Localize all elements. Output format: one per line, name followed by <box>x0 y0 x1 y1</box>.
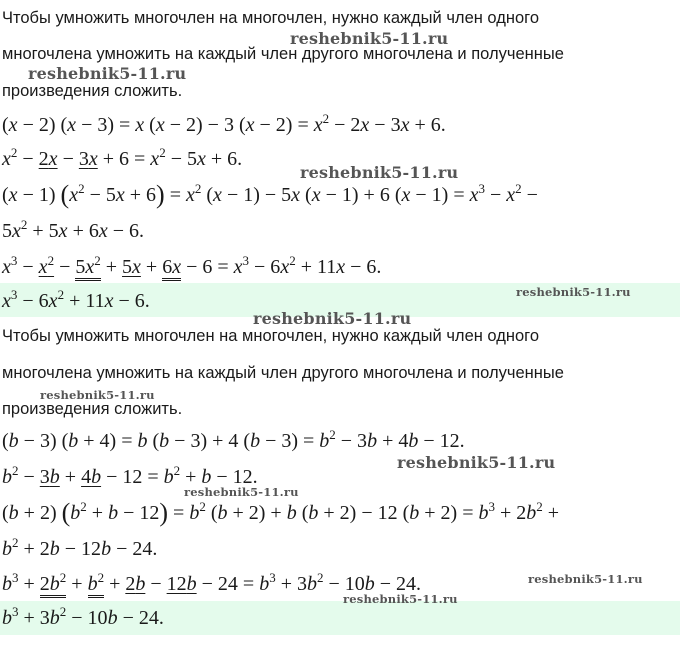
equation-line-1: (x − 2) (x − 3) = x (x − 2) − 3 $(x - 2) = x^2 - 2x - 3x + 6$. <box>2 111 446 136</box>
section2-intro-line3: произведения сложить. <box>2 400 183 418</box>
watermark: reshebnik5-11.ru <box>397 453 556 472</box>
watermark: reshebnik5-11.ru <box>290 29 449 48</box>
equation-line-4: $5x^2 + 5x + 6x - 6$. <box>2 217 145 242</box>
equation-line-9: $b^2 + 2b - 12b - 24$. <box>2 535 158 560</box>
equation-line-8: (b + 2) $(b^2 + b - 12) = b^2$ (b + 2) + b (b + 2) − 12 $(b + 2) = b^3 + 2b^2$ + <box>2 498 560 527</box>
watermark: reshebnik5-11.ru <box>528 572 643 586</box>
watermark: reshebnik5-11.ru <box>184 485 299 499</box>
answer-2: $b^3 + 3b^2 - 10b - 24$. <box>2 604 164 629</box>
watermark: reshebnik5-11.ru <box>253 309 412 328</box>
section2-intro-line1: Чтобы умножить многочлен на многочлен, нужно каждый член одного <box>2 327 539 345</box>
watermark: reshebnik5-11.ru <box>28 64 187 83</box>
equation-line-5: $x^3 - x^2 - 5x^2 + 5x + 6x - 6 = x^3 - 6x^2 + 11x - 6$. <box>2 254 381 280</box>
watermark: reshebnik5-11.ru <box>300 163 459 182</box>
equation-line-10: $b^3 + 2b^2 + b^2 + 2b - 12b - 24 = b^3 + 3b^2 - 10b - 24$. <box>2 571 421 597</box>
watermark: reshebnik5-11.ru <box>343 592 458 606</box>
equation-line-6: (b − 3) (b + 4) = b (b − 3) + 4 $(b - 3) = b^2 - 3b + 4b - 12$. <box>2 427 465 452</box>
watermark: reshebnik5-11.ru <box>40 388 155 402</box>
equation-line-7: $b^2 - 3b + 4b - 12 = b^2 + b - 12$. <box>2 463 258 488</box>
answer-1: $x^3 - 6x^2 + 11x - 6$. <box>2 287 150 312</box>
section2-intro-line2: многочлена умножить на каждый член другого многочлена и полученные <box>2 364 564 382</box>
equation-line-3: (x − 1) $(x^2 - 5x + 6) = x^2$ (x − 1) − 5x (x − 1) + 6 $(x - 1) = x^3 - x^2$ − <box>2 180 538 209</box>
equation-line-2: $x^2 - 2x - 3x + 6 = x^2 - 5x + 6$. <box>2 145 243 170</box>
section1-intro-line2: многочлена умножить на каждый член другого многочлена и полученные <box>2 45 564 63</box>
section1-intro-line3: произведения сложить. <box>2 82 183 100</box>
watermark: reshebnik5-11.ru <box>516 285 631 299</box>
section1-intro-line1: Чтобы умножить многочлен на многочлен, нужно каждый член одного <box>2 9 539 27</box>
